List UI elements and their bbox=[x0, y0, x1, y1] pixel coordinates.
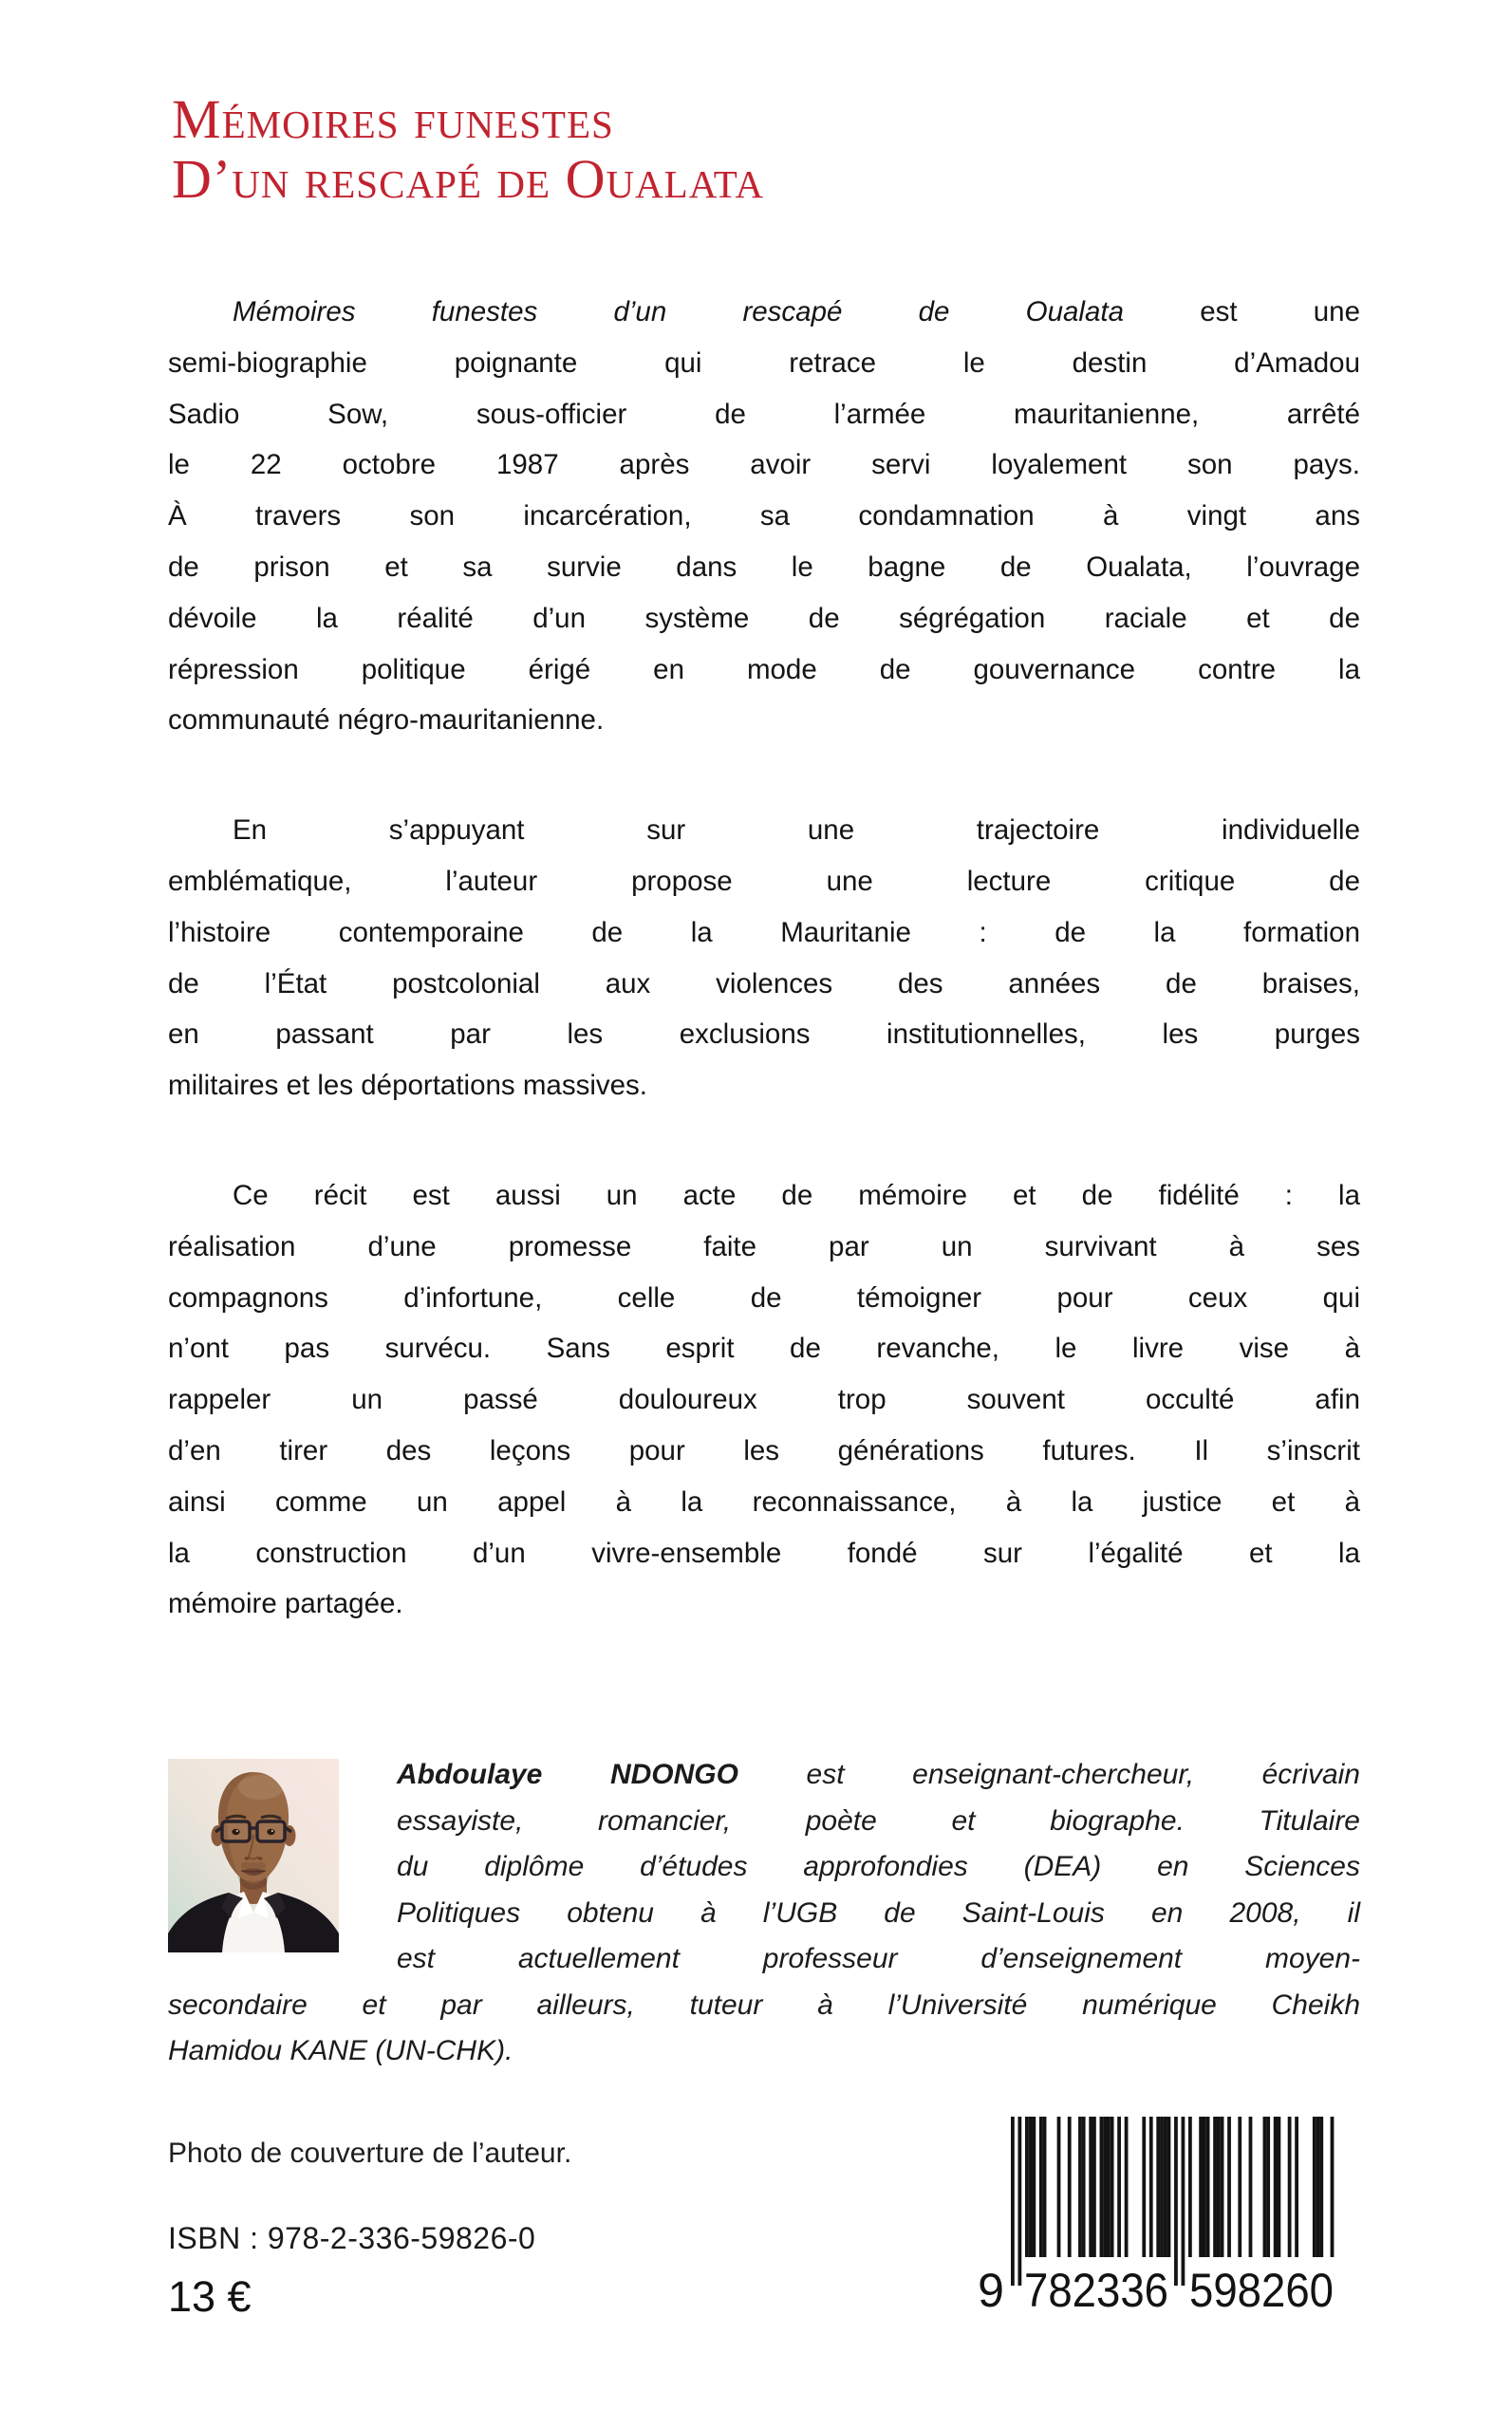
text-line: semi-biographie poignante qui retrace le destin d’Amadou bbox=[168, 346, 1360, 379]
text-line: d’en tirer des leçons pour les générations futures. Il s’inscrit bbox=[168, 1434, 1360, 1466]
svg-text:782336: 782336 bbox=[1024, 2264, 1168, 2312]
book-title bbox=[172, 89, 764, 209]
synopsis-paragraph-1 bbox=[168, 287, 1360, 746]
author-name: Abdoulaye NDONGO bbox=[397, 1759, 738, 1790]
text-line: mémoire partagée. bbox=[168, 1588, 403, 1620]
svg-text:598260: 598260 bbox=[1189, 2264, 1334, 2312]
book-title-inline: Mémoires funestes d’un rescapé de Oualata bbox=[233, 296, 1124, 327]
text-line: n’ont pas survécu. Sans esprit de revanche, le livre vise à bbox=[168, 1333, 1360, 1365]
ean13-barcode bbox=[976, 2117, 1353, 2312]
text-line: l’histoire contemporaine de la Mauritanie : de la formation bbox=[168, 916, 1360, 948]
paragraph-lines bbox=[168, 338, 1360, 746]
text-line: secondaire et par ailleurs, tuteur à l’Université numérique Cheikh bbox=[168, 1989, 1360, 2021]
text-line: Ce récit est aussi un acte de mémoire et de fidélité : la bbox=[233, 1179, 1360, 1211]
paragraph-lines bbox=[168, 1170, 1360, 1630]
text-line: la construction d’un vivre-ensemble fondé sur l’égalité et la bbox=[168, 1537, 1360, 1569]
isbn-text: ISBN : 978-2-336-59826-0 bbox=[168, 2221, 536, 2255]
text-line: est actuellement professeur d’enseignement moyen- bbox=[397, 1943, 1360, 1974]
text-line: réalisation d’une promesse faite par un survivant à ses bbox=[168, 1230, 1360, 1262]
text-line: En s’appuyant sur une trajectoire individuelle bbox=[233, 814, 1360, 847]
text-fragment: est enseignant-chercheur, écrivain bbox=[737, 1759, 1360, 1790]
synopsis bbox=[168, 287, 1360, 1630]
synopsis-paragraph-3 bbox=[168, 1170, 1360, 1630]
text-line: emblématique, l’auteur propose une lecture critique de bbox=[168, 865, 1360, 897]
text-line: du diplôme d’études approfondies (DEA) en Sciences bbox=[397, 1851, 1360, 1882]
text-fragment: est une bbox=[1123, 296, 1360, 327]
text-line bbox=[168, 287, 1360, 338]
text-line: ainsi comme un appel à la reconnaissance, à la justice et à bbox=[168, 1485, 1360, 1518]
paragraph-lines bbox=[397, 1799, 1360, 1983]
bio-full-width-lines bbox=[168, 1983, 1360, 2075]
author-bio bbox=[168, 1752, 1360, 2075]
text-line: le 22 octobre 1987 après avoir servi loyalement son pays. bbox=[168, 449, 1360, 481]
book-title-line2: D’un rescapé de Oualata bbox=[172, 148, 765, 210]
text-line bbox=[397, 1752, 1360, 1799]
paragraph-lines bbox=[168, 805, 1360, 1111]
photo-credit: Photo de couverture de l’auteur. bbox=[168, 2138, 572, 2169]
text-line: Politiques obtenu à l’UGB de Saint-Louis en 2008, il bbox=[397, 1896, 1360, 1929]
svg-text:9: 9 bbox=[978, 2264, 1004, 2312]
text-line: compagnons d’infortune, celle de témoigner pour ceux qui bbox=[168, 1281, 1360, 1314]
text-line: de prison et sa survie dans le bagne de Oualata, l’ouvrage bbox=[168, 551, 1360, 583]
text-line: essayiste, romancier, poète et biographe. Titulaire bbox=[397, 1804, 1360, 1837]
text-line: rappeler un passé douloureux trop souvent occulté afin bbox=[168, 1384, 1360, 1416]
text-line: À travers son incarcération, sa condamnation à vingt ans bbox=[168, 500, 1360, 532]
barcode-image bbox=[976, 2117, 1353, 2312]
text-line: dévoile la réalité d’un système de ségrégation raciale et de bbox=[168, 602, 1360, 634]
text-line: répression politique érigé en mode de gouvernance contre la bbox=[168, 653, 1360, 685]
text-line: militaires et les déportations massives. bbox=[168, 1070, 647, 1102]
synopsis-paragraph-2 bbox=[168, 805, 1360, 1111]
price-text: 13 € bbox=[168, 2272, 252, 2321]
text-line: en passant par les exclusions institutionnelles, les purges bbox=[168, 1018, 1360, 1051]
text-line: communauté négro-mauritanienne. bbox=[168, 704, 605, 737]
text-line: Sadio Sow, sous-officier de l’armée mauritanienne, arrêté bbox=[168, 398, 1360, 430]
bio-beside-photo bbox=[397, 1752, 1360, 1983]
text-line: Hamidou KANE (UN-CHK). bbox=[168, 2035, 513, 2066]
text-line: de l’État postcolonial aux violences des années de braises, bbox=[168, 967, 1360, 999]
book-title-line1: Mémoires funestes bbox=[172, 88, 614, 150]
